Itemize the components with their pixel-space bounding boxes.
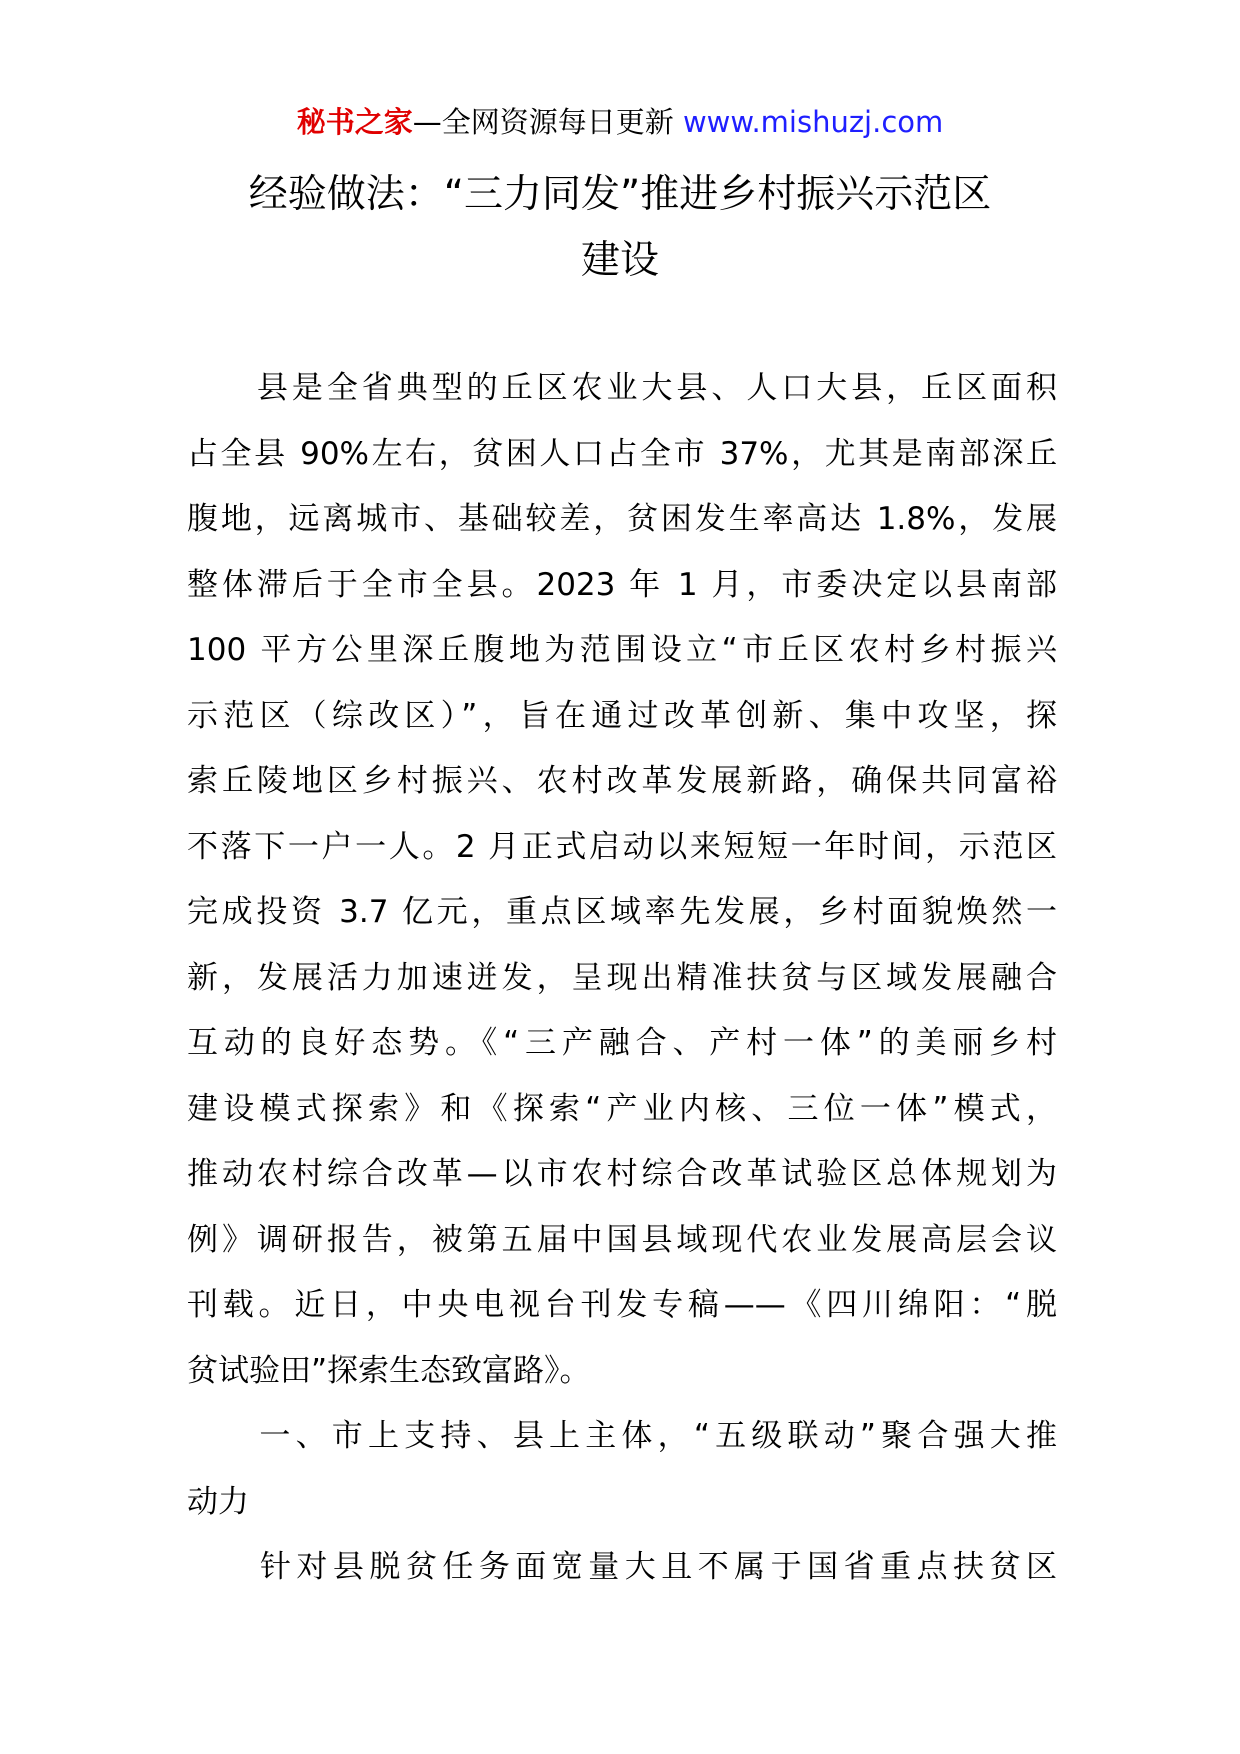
body-line: 整体滞后于全市全县。2023 年 1 月，市委决定以县南部 <box>187 566 1057 603</box>
body-line: 推动农村综合改革—以市农村综合改革试验区总体规划为 <box>187 1156 1057 1192</box>
header-url-link[interactable]: www.mishuzj.com <box>682 105 944 139</box>
body-line: 县是全省典型的丘区农业大县、人口大县，丘区面积 <box>187 370 1057 406</box>
body-line: 互动的良好态势。《“三产融合、产村一体”的美丽乡村 <box>187 1025 1057 1061</box>
body-line: 贫试验田”探索生态致富路》。 <box>187 1352 591 1389</box>
title-line: 经验做法：“三力同发”推进乡村振兴示范区 <box>248 172 992 217</box>
body-line: 建设模式探索》和《探索“产业内核、三位一体”模式， <box>187 1090 1057 1127</box>
body-line: 腹地，远离城市、基础较差，贫困发生率高达 1.8%，发展 <box>187 501 1057 537</box>
body-line: 不落下一户一人。2 月正式启动以来短短一年时间，示范区 <box>187 828 1057 865</box>
section-heading-line: 动力 <box>187 1483 249 1520</box>
body-line: 占全县 90%左右，贫困人口占全市 37%，尤其是南部深丘 <box>187 435 1057 472</box>
body-line: 针对县脱贫任务面宽量大且不属于国省重点扶贫区 <box>187 1549 1057 1585</box>
document-body <box>187 356 1057 1601</box>
document-title <box>0 162 1240 294</box>
body-line: 示范区（综改区）”，旨在通过改革创新、集中攻坚，探 <box>187 697 1057 734</box>
body-line: 刊载。近日，中央电视台刊发专稿——《四川绵阳：“脱 <box>187 1287 1057 1323</box>
body-line: 例》调研报告，被第五届中国县域现代农业发展高层会议 <box>187 1221 1057 1258</box>
section-heading-line: 一、市上支持、县上主体，“五级联动”聚合强大推 <box>187 1418 1057 1454</box>
page-header <box>0 100 1240 144</box>
body-line: 完成投资 3.7 亿元，重点区域率先发展，乡村面貌焕然一 <box>187 894 1057 930</box>
body-line: 索丘陵地区乡村振兴、农村改革发展新路，确保共同富裕 <box>187 763 1057 799</box>
brand-name: 秘书之家 <box>296 105 413 139</box>
body-line: 100 平方公里深丘腹地为范围设立“市丘区农村乡村振兴 <box>187 632 1057 668</box>
body-line: 新，发展活力加速迸发，呈现出精准扶贫与区域发展融合 <box>187 959 1057 996</box>
header-tagline: —全网资源每日更新 <box>412 105 683 139</box>
title-line: 建设 <box>580 238 659 283</box>
